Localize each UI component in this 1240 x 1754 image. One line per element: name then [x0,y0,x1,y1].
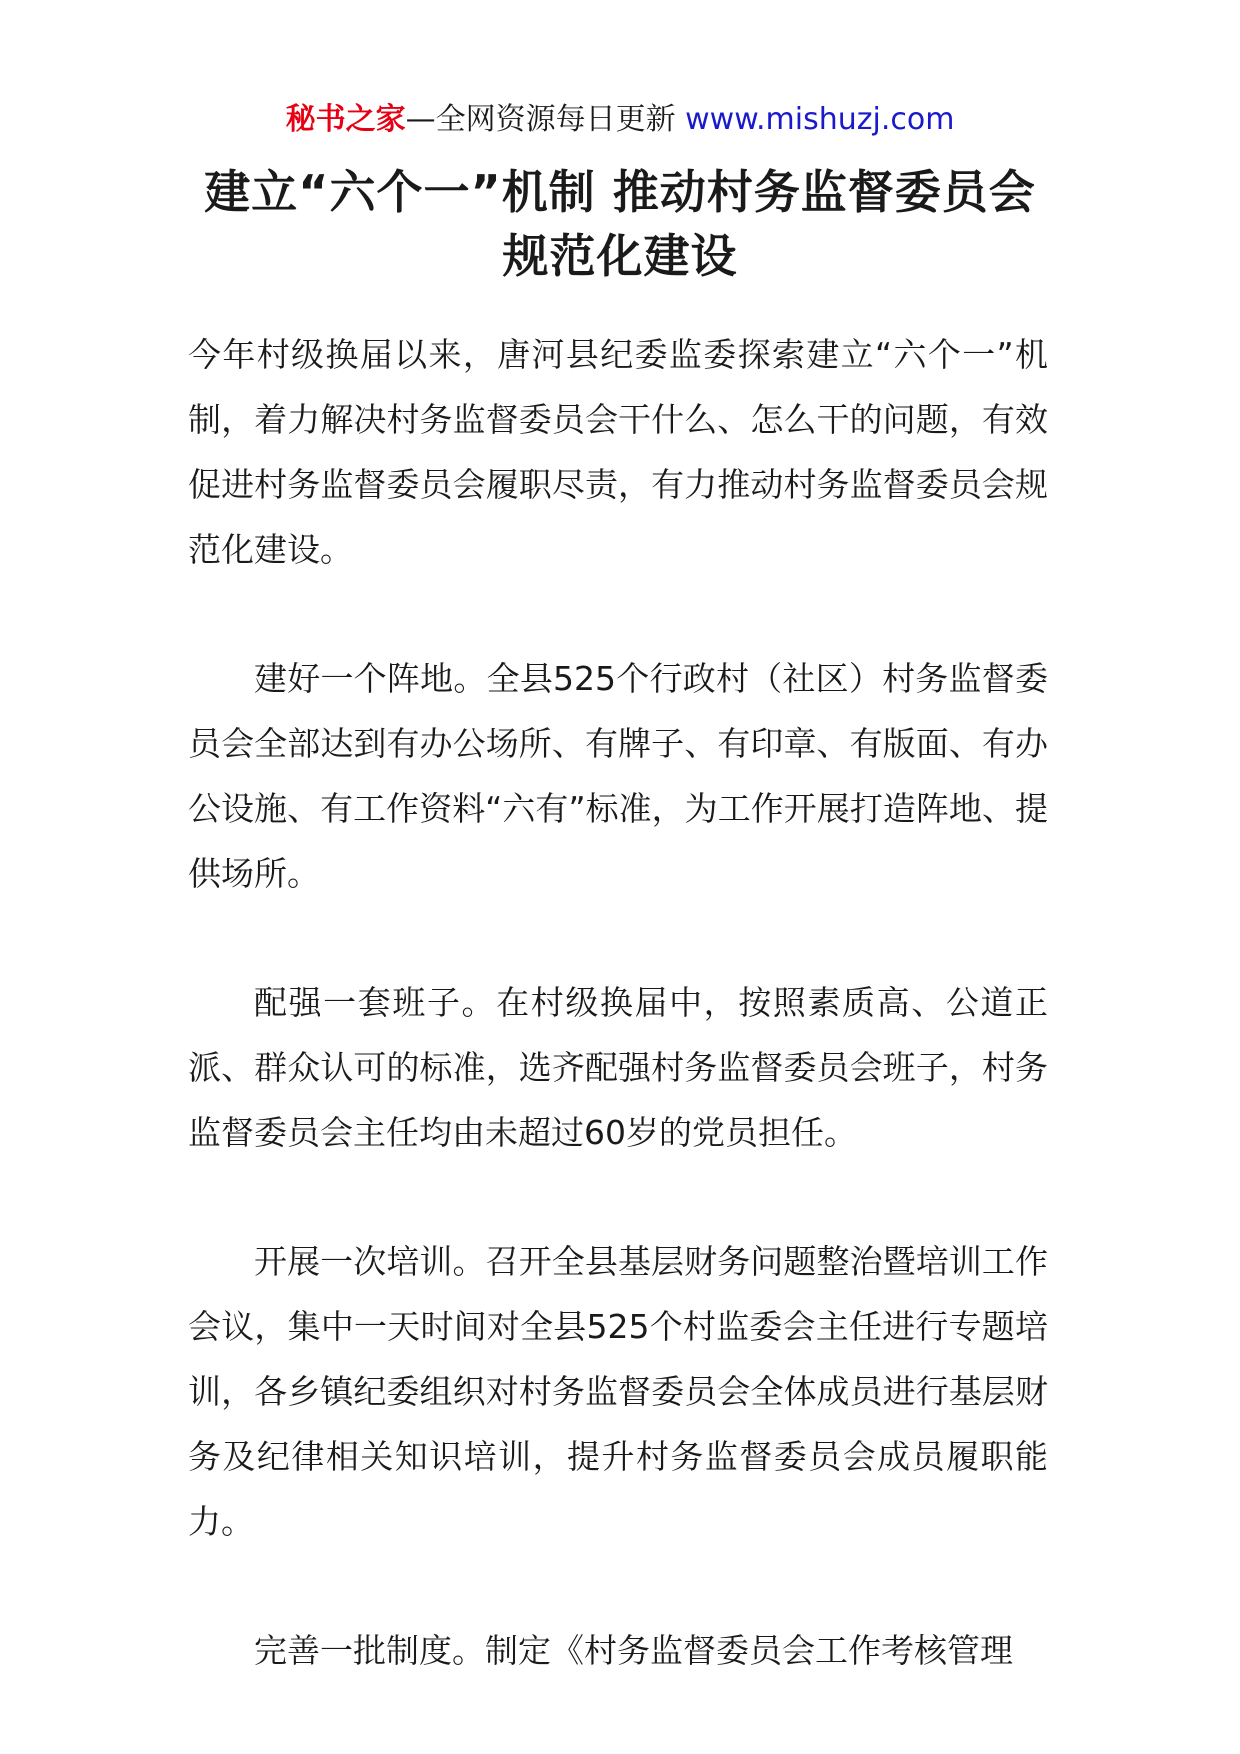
document-body [188,322,1048,1747]
paragraph-rules: 完善一批制度。制定《村务监督委员会工作考核管理 [254,1631,1013,1670]
paragraph-intro: 今年村级换届以来，唐河县纪委监委探索建立“六个一”机制，着力解决村务监督委员会干什么、怎么干的问题，有效促进村务监督委员会履职尽责，有力推动村务监督委员会规范化建设。 [188,335,1048,569]
document-title [120,160,1120,288]
header-slogan: —全网资源每日更新 [405,102,686,137]
paragraph-team: 配强一套班子。在村级换届中，按照素质高、公道正派、群众认可的标准，选齐配强村务监督委员会班子，村务监督委员会主任均由未超过60岁的党员担任。 [188,983,1048,1152]
site-url-link[interactable]: www.mishuzj.com [685,102,955,137]
title-line-2: 规范化建设 [502,229,738,283]
paragraph-training: 开展一次培训。召开全县基层财务问题整治暨培训工作会议，集中一天时间对全县525个村监委会主任进行专题培训，各乡镇纪委组织对村务监督委员会全体成员进行基层财务及纪律相关知识培训，提升村务监督委员会成员履职能力。 [188,1242,1048,1541]
site-header [0,100,1240,140]
paragraph-position: 建好一个阵地。全县525个行政村（社区）村务监督委员会全部达到有办公场所、有牌子、有印章、有版面、有办公设施、有工作资料“六有”标准，为工作开展打造阵地、提供场所。 [188,659,1048,893]
title-line-1: 建立“六个一”机制 推动村务监督委员会 [204,165,1036,219]
brand-name: 秘书之家 [285,102,406,137]
